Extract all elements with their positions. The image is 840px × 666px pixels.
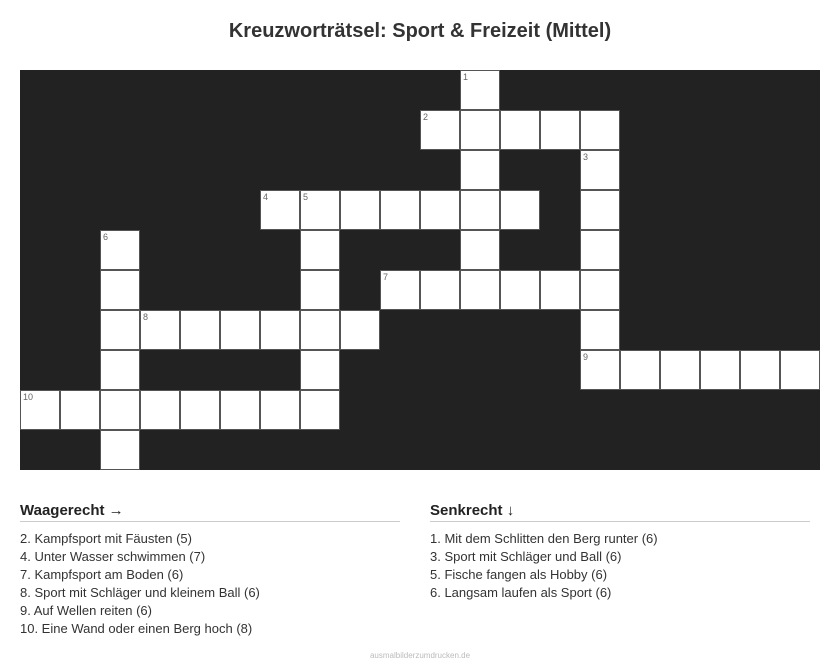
clue-number: 5: [303, 192, 309, 202]
grid-cell[interactable]: [740, 350, 780, 390]
clue-number: 6: [103, 232, 109, 242]
grid-cell[interactable]: [300, 390, 340, 430]
grid-cell[interactable]: [780, 350, 820, 390]
grid-cell[interactable]: [220, 390, 260, 430]
footer-credit: ausmalbilderzumdrucken.de: [369, 651, 471, 660]
grid-cell[interactable]: [380, 190, 420, 230]
grid-cell[interactable]: [140, 390, 180, 430]
clue-item: 6. Langsam laufen als Sport (6): [430, 585, 612, 600]
grid-cell[interactable]: [460, 270, 500, 310]
grid-cell[interactable]: [300, 310, 340, 350]
grid-cell[interactable]: [300, 190, 340, 230]
grid-cell[interactable]: [580, 270, 620, 310]
grid-cell[interactable]: [100, 430, 140, 470]
grid-cell[interactable]: [340, 190, 380, 230]
clue-item: 8. Sport mit Schläger und kleinem Ball (6): [20, 585, 260, 600]
down-heading: Senkrecht ↓: [430, 502, 810, 522]
clue-item: 9. Auf Wellen reiten (6): [20, 603, 152, 618]
grid-cell[interactable]: [260, 190, 300, 230]
grid-cell[interactable]: [580, 150, 620, 190]
clue-item: 3. Sport mit Schläger und Ball (6): [430, 549, 622, 564]
grid-cell[interactable]: [460, 70, 500, 110]
grid-cell[interactable]: [20, 390, 60, 430]
clue-number: 3: [583, 152, 589, 162]
grid-cell[interactable]: [100, 390, 140, 430]
clue-number: 8: [143, 312, 149, 322]
grid-cell[interactable]: [580, 190, 620, 230]
grid-cell[interactable]: [540, 110, 580, 150]
grid-cell[interactable]: [100, 350, 140, 390]
grid-cell[interactable]: [420, 270, 460, 310]
grid-cell[interactable]: [180, 310, 220, 350]
grid-cell[interactable]: [60, 390, 100, 430]
grid-cell[interactable]: [580, 350, 620, 390]
clue-number: 4: [263, 192, 269, 202]
clue-item: 7. Kampfsport am Boden (6): [20, 567, 184, 582]
clue-item: 1. Mit dem Schlitten den Berg runter (6): [430, 531, 658, 546]
grid-cell[interactable]: [380, 270, 420, 310]
clue-item: 10. Eine Wand oder einen Berg hoch (8): [20, 621, 253, 636]
grid-cell[interactable]: [460, 150, 500, 190]
clue-number: 1: [463, 72, 469, 82]
clue-item: 2. Kampfsport mit Fäusten (5): [20, 531, 192, 546]
clue-number: 7: [383, 272, 389, 282]
clue-item: 5. Fische fangen als Hobby (6): [430, 567, 608, 582]
grid-cell[interactable]: [260, 310, 300, 350]
crossword-grid: [20, 70, 820, 470]
grid-cell[interactable]: [260, 390, 300, 430]
across-heading: Waagerecht →: [20, 502, 400, 522]
grid-cell[interactable]: [500, 110, 540, 150]
clue-number: 2: [423, 112, 429, 122]
grid-cell[interactable]: [580, 310, 620, 350]
grid-cell[interactable]: [580, 230, 620, 270]
grid-cell[interactable]: [460, 110, 500, 150]
down-clues: [430, 502, 810, 602]
across-clue-list: [20, 530, 400, 638]
grid-cell[interactable]: [300, 230, 340, 270]
grid-cell[interactable]: [180, 390, 220, 430]
grid-cell[interactable]: [500, 270, 540, 310]
grid-cell[interactable]: [100, 230, 140, 270]
grid-cell[interactable]: [460, 230, 500, 270]
across-clues: [20, 502, 400, 638]
grid-cell[interactable]: [100, 270, 140, 310]
grid-cell[interactable]: [620, 350, 660, 390]
grid-cell[interactable]: [420, 110, 460, 150]
grid-cell[interactable]: [540, 270, 580, 310]
grid-cell[interactable]: [420, 190, 460, 230]
clue-number: 10: [23, 392, 34, 402]
grid-cell[interactable]: [100, 310, 140, 350]
grid-cell[interactable]: [700, 350, 740, 390]
grid-cell[interactable]: [340, 310, 380, 350]
clue-item: 4. Unter Wasser schwimmen (7): [20, 549, 206, 564]
grid-cell[interactable]: [220, 310, 260, 350]
grid-cell[interactable]: [140, 310, 180, 350]
grid-cell[interactable]: [660, 350, 700, 390]
grid-cell[interactable]: [300, 270, 340, 310]
clue-number: 9: [583, 352, 589, 362]
grid-cell[interactable]: [580, 110, 620, 150]
grid-cell[interactable]: [460, 190, 500, 230]
down-clue-list: [430, 530, 810, 602]
page-title: Kreuzworträtsel: Sport & Freizeit (Mittel): [228, 20, 612, 42]
grid-cell[interactable]: [300, 350, 340, 390]
grid-cell[interactable]: [500, 190, 540, 230]
